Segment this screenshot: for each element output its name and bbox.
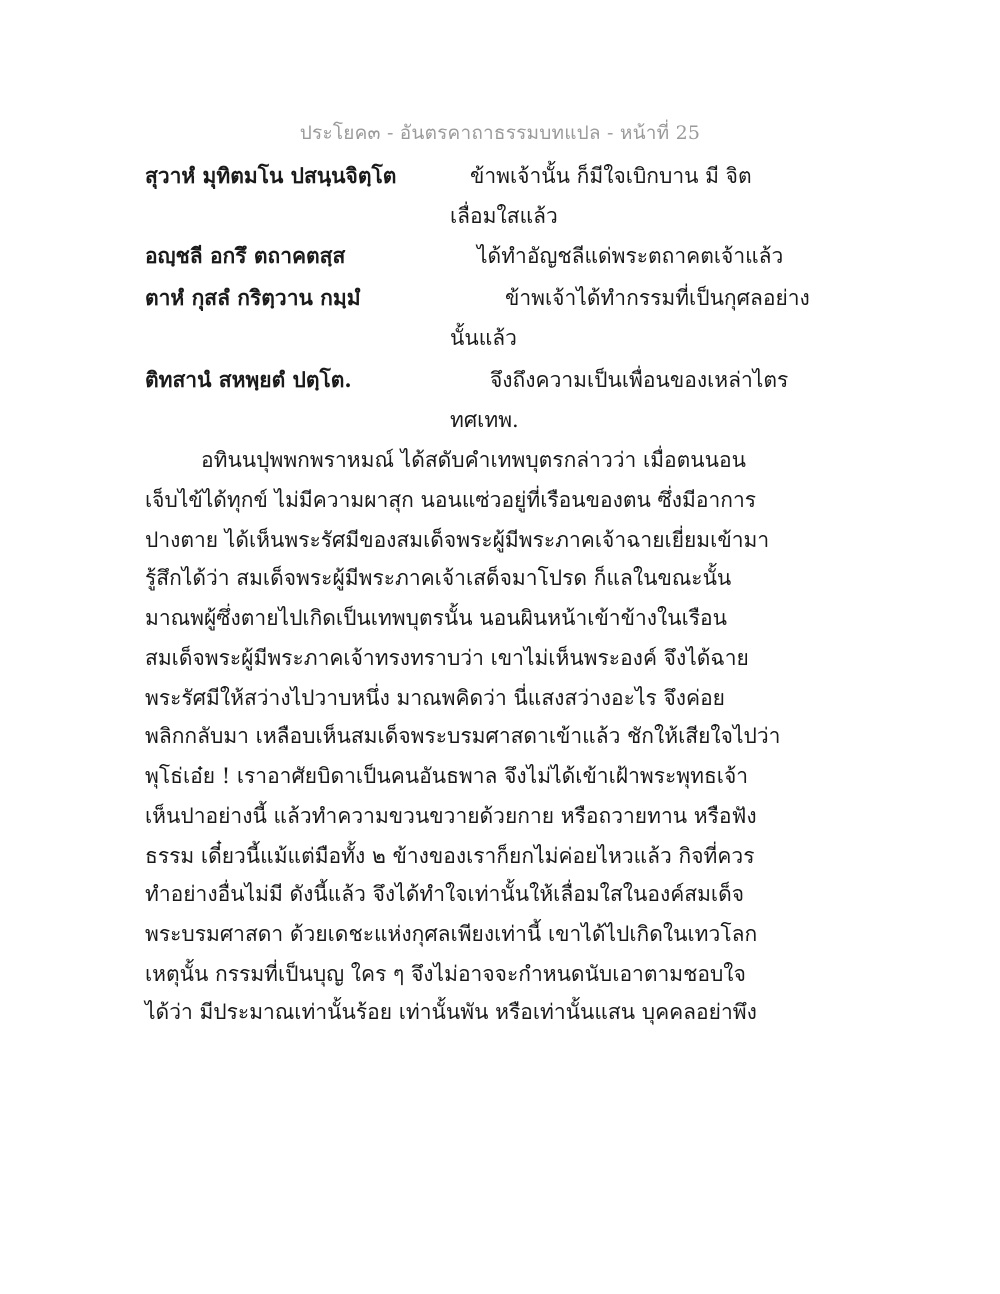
thai-translation-continuation: เลื่อมใสแล้ว [450,204,558,228]
paragraph-line: อทินนปุพพกพราหมณ์ ได้สดับคำเทพบุตรกล่าวว่า เมื่อตนนอน [201,448,746,472]
paragraph-line: พระบรมศาสดา ด้วยเดชะแห่งกุศลเพียงเท่านี้ เขาได้ไปเกิดในเทวโลก [145,922,758,946]
paragraph-line: รู้สึกได้ว่า สมเด็จพระผู้มีพระภาคเจ้าเสด็จมาโปรด ก็แลในขณะนั้น [145,566,732,590]
paragraph-line: เจ็บไข้ได้ทุกข์ ไม่มีความผาสุก นอนแซ่วอยู่ที่เรือนของตน ซึ่งมีอาการ [145,488,757,512]
pali-verse-line: อญฺชลี อกรึ ตถาคตสฺส [145,243,346,268]
thai-translation-line: ข้าพเจ้านั้น ก็มีใจเบิกบาน มี จิต [470,164,752,188]
pali-verse-line: ติทสานํ สหพฺยตํ ปตฺโต. [145,367,352,392]
thai-translation-line: จึงถึงความเป็นเพื่อนของเหล่าไตร [490,368,789,392]
pali-verse-line: สุวาหํ มุทิตมโน ปสนฺนจิตฺโต [145,163,397,188]
thai-translation-continuation: ทศเทพ. [450,408,519,432]
paragraph-line: พลิกกลับมา เหลือบเห็นสมเด็จพระบรมศาสดาเข้าแล้ว ชักให้เสียใจไปว่า [145,724,781,748]
paragraph-line: ทำอย่างอื่นไม่มี ดังนี้แล้ว จึงได้ทำใจเท่านั้นให้เลื่อมใสในองค์สมเด็จ [145,882,745,906]
thai-translation-continuation: นั้นแล้ว [450,326,517,350]
paragraph-line: พุโธ่เอ๋ย ! เราอาศัยบิดาเป็นคนอันธพาล จึงไม่ได้เข้าเฝ้าพระพุทธเจ้า [145,764,749,788]
pali-verse-line: ตาหํ กุสลํ กริตฺวาน กมฺมํ [145,285,361,310]
thai-translation-line: ได้ทำอัญชลีแด่พระตถาคตเจ้าแล้ว [477,244,784,268]
paragraph-line: พระรัศมีให้สว่างไปวาบหนึ่ง มาณพคิดว่า นี่แสงสว่างอะไร จึงค่อย [145,686,725,710]
paragraph-line: มาณพผู้ซึ่งตายไปเกิดเป็นเทพบุตรนั้น นอนผินหน้าเข้าข้างในเรือน [145,606,728,630]
paragraph-line: ได้ว่า มีประมาณเท่านั้นร้อย เท่านั้นพัน หรือเท่านั้นแสน บุคคลอย่าพึง [145,1000,757,1024]
page-header: ประโยค๓ - อันตรคาถาธรรมบทแปล - หน้าที่ 25 [299,122,701,144]
thai-translation-line: ข้าพเจ้าได้ทำกรรมที่เป็นกุศลอย่าง [505,286,810,310]
paragraph-line: ปางตาย ได้เห็นพระรัศมีของสมเด็จพระผู้มีพระภาคเจ้าฉายเยี่ยมเข้ามา [145,528,770,552]
paragraph-line: ธรรม เดี๋ยวนี้แม้แต่มือทั้ง ๒ ข้างของเราก็ยกไม่ค่อยไหวแล้ว กิจที่ควร [145,844,755,868]
paragraph-line: เหตุนั้น กรรมที่เป็นบุญ ใคร ๆ จึงไม่อาจจะกำหนดนับเอาตามชอบใจ [145,962,746,986]
paragraph-line: เห็นปาอย่างนี้ แล้วทำความขวนขวายด้วยกาย หรือถวายทาน หรือฟัง [145,804,757,828]
paragraph-line: สมเด็จพระผู้มีพระภาคเจ้าทรงทราบว่า เขาไม่เห็นพระองค์ จึงได้ฉาย [145,646,749,670]
